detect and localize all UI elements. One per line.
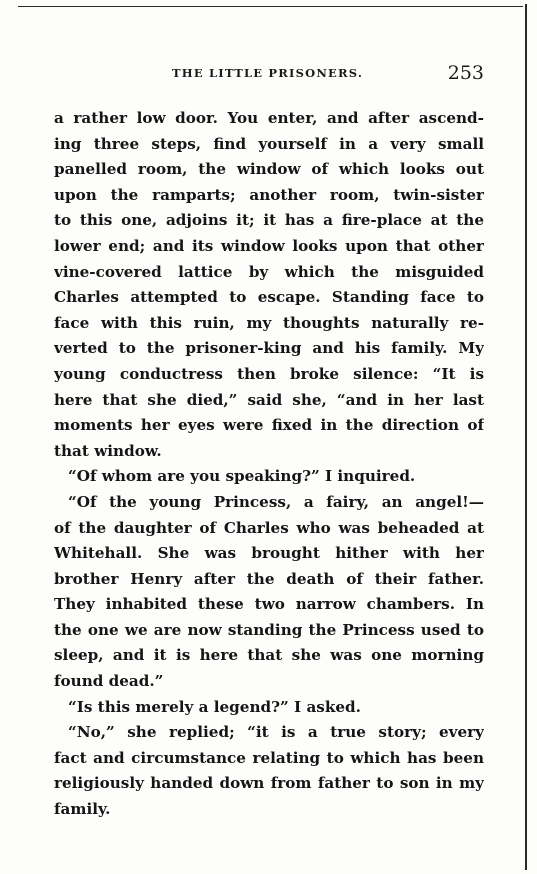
page-border-right [525, 4, 527, 870]
text-line: sleep, and it is here that she was one morning [54, 646, 484, 665]
text-line: young conductress then broke silence: “It is [54, 364, 484, 383]
page-number: 253 [447, 62, 484, 84]
text-line: panelled room, the window of which looks out [54, 160, 484, 179]
text-line: a rather low door. You enter, and after ascend- [54, 109, 484, 127]
text-line: ing three steps, find yourself in a very small [54, 134, 484, 153]
text-line: verted to the prisoner-king and his family. My [54, 339, 484, 358]
text-line: vine-covered lattice by which the misguided [54, 262, 484, 281]
text-line: brother Henry after the death of their father. [54, 569, 484, 588]
text-line: Charles attempted to escape. Standing face to [54, 288, 484, 307]
text-line: fact and circumstance relating to which has been [54, 748, 484, 767]
text-line: the one we are now standing the Princess used to [54, 620, 484, 639]
text-line: “Is this merely a legend?” I asked. [68, 697, 361, 716]
text-line: that window. [54, 441, 162, 460]
text-line: “Of whom are you speaking?” I inquired. [68, 467, 416, 486]
text-line: lower end; and its window looks upon that other [54, 236, 484, 255]
text-line: moments her eyes were fixed in the direction of [54, 416, 484, 435]
text-line: upon the ramparts; another room, twin-sister [54, 185, 484, 204]
text-line: Whitehall. She was brought hither with her [54, 544, 484, 563]
text-line: They inhabited these two narrow chambers. In [54, 595, 484, 614]
text-line: to this one, adjoins it; it has a fire-place at the [54, 211, 484, 230]
text-line: religiously handed down from father to son in my [54, 774, 484, 793]
text-line: “Of the young Princess, a fairy, an angel!— [68, 492, 484, 511]
text-line: face with this ruin, my thoughts naturally re- [54, 313, 484, 332]
running-head [54, 62, 484, 86]
body-text [54, 106, 484, 823]
text-line: found dead.” [54, 672, 164, 691]
text-line: “No,” she replied; “it is a true story; every [68, 723, 484, 742]
text-line: of the daughter of Charles who was beheaded at [54, 518, 484, 537]
text-line: here that she died,” said she, “and in her last [54, 390, 484, 409]
page-border-top [18, 6, 523, 7]
text-line: family. [54, 800, 111, 819]
running-title: THE LITTLE PRISONERS. [172, 66, 364, 80]
